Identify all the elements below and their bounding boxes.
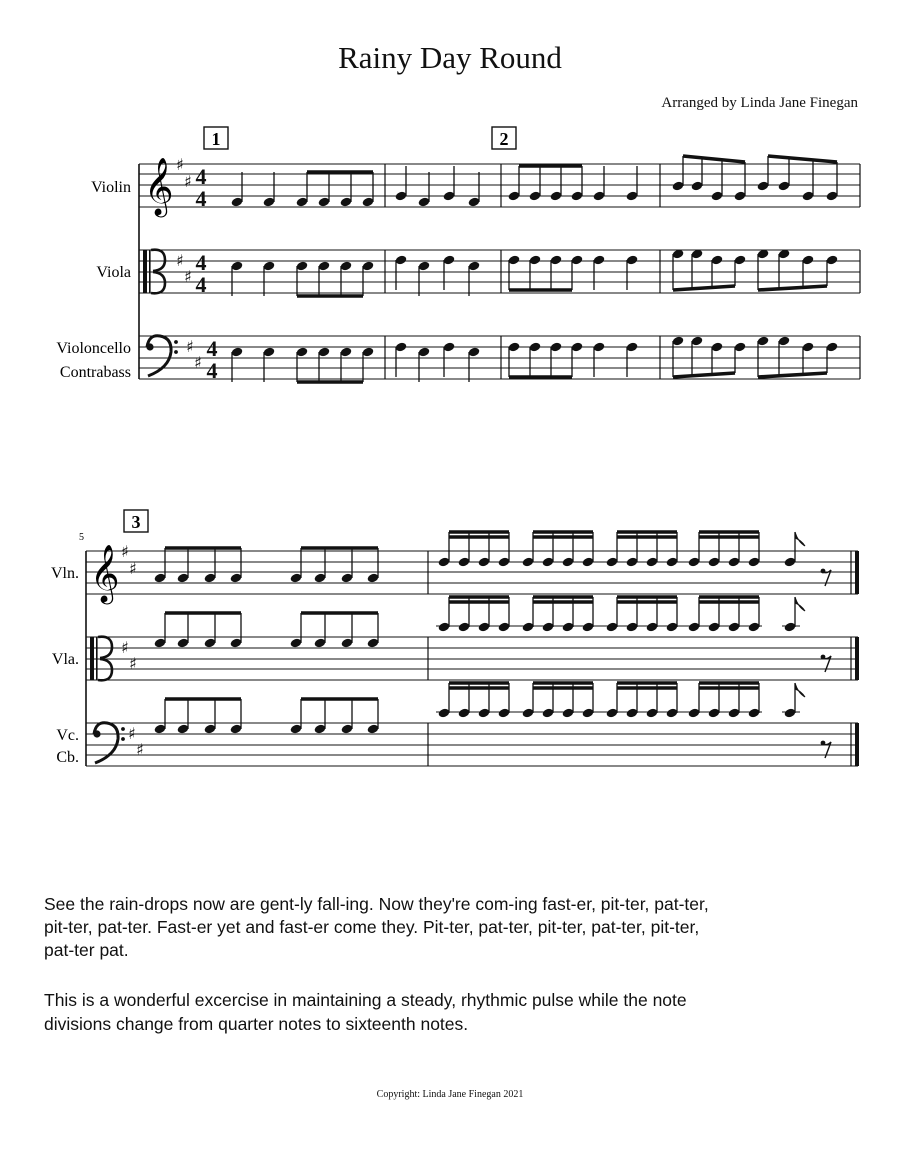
staff-vln <box>86 551 858 594</box>
bass-clef-icon <box>93 723 125 763</box>
svg-text:♯: ♯ <box>176 251 184 270</box>
svg-text:4: 4 <box>195 272 207 297</box>
lyrics-line: See the rain-drops now are gent-ly fall-ing. Now they're com-ing fast-er, pit-ter, pat-ter, <box>44 894 709 914</box>
notes-system-1 <box>231 156 839 382</box>
staff-cello <box>139 336 860 379</box>
svg-text:3: 3 <box>131 512 141 532</box>
staff-label-cb: Cb. <box>56 749 79 766</box>
svg-text:4: 4 <box>195 164 207 189</box>
staff-label-cello-line1: Violoncello <box>56 340 131 357</box>
svg-text:4: 4 <box>206 358 218 383</box>
rehearsal-mark-3 <box>124 510 148 532</box>
svg-text:♯: ♯ <box>128 724 136 743</box>
staff-vla <box>86 637 858 680</box>
page-title: Rainy Day Round <box>338 40 562 75</box>
arranger-credit: Arranged by Linda Jane Finegan <box>661 95 858 111</box>
copyright-notice: Copyright: Linda Jane Finegan 2021 <box>376 1089 524 1100</box>
svg-text:4: 4 <box>195 186 207 211</box>
lyrics-line: pit-ter, pat-ter. Fast-er yet and fast-er come they. Pit-ter, pat-ter, pit-ter, pat-ter, pit-ter, <box>44 917 700 937</box>
notes-system-2 <box>154 532 831 758</box>
staff-label-vla: Vla. <box>51 651 79 668</box>
treble-clef-icon: 𝄞 <box>90 544 120 602</box>
staff-label-violin: Violin <box>91 179 131 196</box>
svg-text:1: 1 <box>211 129 221 149</box>
staff-label-vc: Vc. <box>56 727 79 744</box>
svg-text:♯: ♯ <box>129 559 137 578</box>
svg-text:♯: ♯ <box>194 353 202 372</box>
description-text <box>44 988 844 1036</box>
svg-text:♯: ♯ <box>129 654 137 673</box>
staff-label-vln: Vln. <box>51 565 79 582</box>
svg-text:♯: ♯ <box>136 740 144 759</box>
staff-vc <box>86 723 858 766</box>
system-1 <box>56 127 860 383</box>
staff-viola <box>139 250 860 293</box>
rehearsal-mark-1 <box>204 127 228 149</box>
description-line: This is a wonderful excercise in maintaining a steady, rhythmic pulse while the note <box>44 990 687 1010</box>
staff-violin <box>139 164 860 207</box>
svg-text:4: 4 <box>206 336 218 361</box>
key-signature <box>121 542 144 759</box>
rehearsal-mark-2 <box>492 127 516 149</box>
treble-clef-icon: 𝄞 <box>144 157 174 215</box>
svg-text:♯: ♯ <box>184 267 192 286</box>
lyrics-text <box>44 893 844 962</box>
bass-clef-icon <box>146 336 178 376</box>
lyrics-line: pat-ter pat. <box>44 940 129 960</box>
measure-number: 5 <box>79 532 84 543</box>
svg-text:♯: ♯ <box>176 155 184 174</box>
svg-text:2: 2 <box>499 129 509 149</box>
staff-label-viola: Viola <box>96 264 131 281</box>
svg-text:♯: ♯ <box>121 638 129 657</box>
staff-label-cello-line2: Contrabass <box>59 364 131 381</box>
svg-text:4: 4 <box>195 250 207 275</box>
time-signature <box>196 164 218 383</box>
svg-text:♯: ♯ <box>184 172 192 191</box>
description-line: divisions change from quarter notes to sixteenth notes. <box>44 1014 469 1034</box>
system-2 <box>51 510 858 766</box>
svg-text:♯: ♯ <box>186 337 194 356</box>
svg-text:♯: ♯ <box>121 542 129 561</box>
